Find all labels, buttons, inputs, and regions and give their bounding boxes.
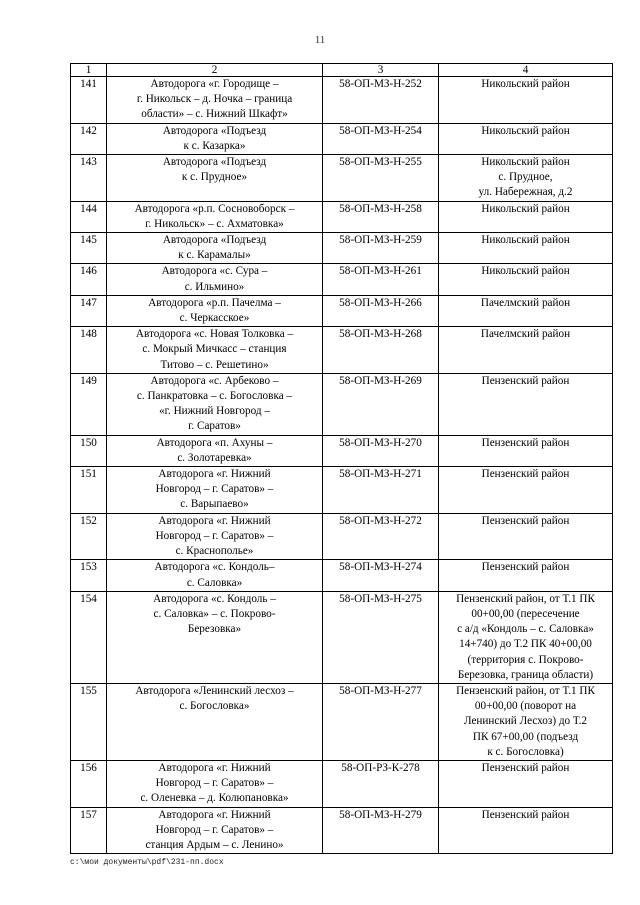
road-name-line: с. Краснополье»: [175, 545, 254, 558]
district-line: к с. Богословка): [487, 745, 564, 758]
road-name: [107, 760, 323, 807]
road-name-line: с. Саловка» – с. Покрово-: [153, 607, 276, 620]
district-line: Никольский район: [481, 156, 570, 169]
road-code: 58-ОП-МЗ-Н-274: [323, 560, 439, 591]
row-number: 152: [71, 513, 107, 560]
table-body: [71, 77, 613, 854]
district-line: Никольский район: [481, 202, 570, 215]
road-name-line: к с. Карамалы»: [178, 249, 251, 262]
row-number: 151: [71, 467, 107, 514]
road-name-line: Автодорога «п. Ахуны –: [156, 436, 273, 449]
row-number: 147: [71, 295, 107, 326]
district-line: Пачелмский район: [480, 328, 571, 341]
district-line: с а/д «Кондоль – с. Саловка»: [457, 623, 594, 636]
road-name: [107, 155, 323, 202]
table-row: [71, 435, 613, 466]
row-number: 153: [71, 560, 107, 591]
table-row: [71, 513, 613, 560]
district-line: с. Прудное,: [498, 171, 553, 184]
road-name: [107, 591, 323, 683]
road-name-line: Березовка»: [187, 623, 242, 636]
road-name: [107, 233, 323, 264]
district: [439, 295, 613, 326]
district-line: Пензенский район: [481, 374, 570, 387]
row-number: 143: [71, 155, 107, 202]
district: [439, 201, 613, 232]
road-name-line: Автодорога «р.п. Пачелма –: [148, 296, 281, 309]
table-row: [71, 123, 613, 154]
road-name-line: к с. Прудное»: [181, 171, 248, 184]
road-code: 58-ОП-МЗ-Н-254: [323, 123, 439, 154]
road-name-line: с. Ильмино»: [184, 280, 245, 293]
table-row: [71, 683, 613, 760]
district-line: Ленинский Лесхоз) до Т.2: [463, 715, 588, 728]
road-name-line: г. Никольск – д. Ночка – граница: [136, 93, 293, 106]
district-line: 14+740) до Т.2 ПК 40+00,00: [459, 638, 592, 651]
district-line: (территория с. Покрово-: [467, 653, 584, 666]
road-name-line: Автодорога «р.п. Сосновоборск –: [134, 202, 295, 215]
table-row: [71, 467, 613, 514]
table-row: [71, 760, 613, 807]
district-line: Пензенский район: [481, 436, 570, 449]
road-name-line: к с. Казарка»: [183, 139, 246, 152]
road-name-line: с. Оленевка – д. Колюпановка»: [140, 792, 289, 805]
district: [439, 560, 613, 591]
road-code: 58-ОП-МЗ-Н-266: [323, 295, 439, 326]
road-code: 58-ОП-МЗ-Н-261: [323, 264, 439, 295]
district: [439, 467, 613, 514]
table-row: [71, 77, 613, 124]
road-name: [107, 77, 323, 124]
road-name-line: Автодорога «г. Нижний: [158, 468, 271, 481]
header-row: [71, 64, 613, 77]
road-name-line: Автодорога «Подъезд: [162, 156, 267, 169]
road-name-line: «г. Нижний Новгород –: [159, 405, 270, 418]
road-name: [107, 264, 323, 295]
road-name: [107, 807, 323, 854]
road-name-line: Автодорога «г. Нижний: [158, 514, 271, 527]
district-line: Пензенский район: [481, 561, 570, 574]
road-code: 58-ОП-МЗ-Н-269: [323, 373, 439, 435]
road-name-line: с. Мокрый Мичкасс – станция: [142, 343, 287, 356]
road-name: [107, 683, 323, 760]
road-name: [107, 123, 323, 154]
page-number: 11: [314, 34, 326, 46]
header-col-district: 4: [439, 64, 613, 77]
road-name-line: Новгород – г. Саратов» –: [155, 777, 274, 790]
road-name-line: г. Никольск» – с. Ахматовка»: [145, 217, 284, 230]
road-name-line: Новгород – г. Саратов» –: [155, 483, 274, 496]
road-code: 58-ОП-МЗ-Н-275: [323, 591, 439, 683]
road-name: [107, 435, 323, 466]
row-number: 154: [71, 591, 107, 683]
district-line: Березовка, граница области): [457, 668, 594, 681]
road-name-line: Автодорога «с. Кондоль –: [153, 592, 276, 605]
row-number: 156: [71, 760, 107, 807]
district: [439, 683, 613, 760]
road-code: 58-ОП-МЗ-Н-270: [323, 435, 439, 466]
road-name-line: с. Богословка»: [179, 700, 250, 713]
road-name-line: Автодорога «г. Городище –: [150, 78, 279, 90]
road-name-line: Автодорога «г. Нижний: [158, 808, 271, 821]
row-number: 144: [71, 201, 107, 232]
district: [439, 373, 613, 435]
road-name-line: Новгород – г. Саратов» –: [155, 529, 274, 542]
district: [439, 513, 613, 560]
table-row: [71, 201, 613, 232]
road-name-line: с. Варыпаево»: [180, 498, 249, 511]
road-code: 58-ОП-МЗ-Н-258: [323, 201, 439, 232]
table-row: [71, 295, 613, 326]
row-number: 150: [71, 435, 107, 466]
road-code: 58-ОП-МЗ-Н-271: [323, 467, 439, 514]
road-name-line: Автодорога «с. Новая Толковка –: [135, 328, 294, 341]
table-row: [71, 807, 613, 854]
roads-table: [70, 63, 613, 854]
header-col-name: 2: [107, 64, 323, 77]
footer-file-path: c:\мои документы\pdf\231-пп.docx: [70, 858, 224, 867]
district-line: Никольский район: [481, 78, 570, 90]
road-name-line: Автодорога «Подъезд: [162, 234, 267, 247]
table-row: [71, 560, 613, 591]
table-row: [71, 233, 613, 264]
road-name-line: с. Саловка»: [186, 576, 243, 589]
district: [439, 435, 613, 466]
road-name-line: Автодорога «г. Нижний: [158, 761, 271, 774]
road-code: 58-ОП-МЗ-Н-268: [323, 327, 439, 374]
road-code: 58-ОП-МЗ-Н-252: [323, 77, 439, 124]
road-name-line: станция Ардым – с. Ленино»: [145, 838, 284, 851]
road-code: 58-ОП-МЗ-Н-279: [323, 807, 439, 854]
district-line: Пензенский район: [481, 514, 570, 527]
district-line: Никольский район: [481, 124, 570, 137]
road-name-line: Титово – с. Решетино»: [160, 358, 269, 371]
district-line: 00+00,00 (поворот на: [474, 700, 577, 713]
district: [439, 233, 613, 264]
district: [439, 760, 613, 807]
road-name: [107, 295, 323, 326]
row-number: 141: [71, 77, 107, 124]
district-line: Пензенский район, от Т.1 ПК: [456, 592, 595, 605]
table-header: [71, 64, 613, 77]
row-number: 146: [71, 264, 107, 295]
row-number: 157: [71, 807, 107, 854]
district-line: Пензенский район: [481, 761, 570, 774]
district-line: Пачелмский район: [480, 296, 571, 309]
road-name-line: Новгород – г. Саратов» –: [155, 823, 274, 836]
district-line: Никольский район: [481, 265, 570, 278]
row-number: 145: [71, 233, 107, 264]
road-name-line: Автодорога «с. Арбеково –: [150, 374, 279, 387]
row-number: 155: [71, 683, 107, 760]
table-row: [71, 264, 613, 295]
road-name-line: г. Саратов»: [188, 420, 241, 433]
row-number: 148: [71, 327, 107, 374]
road-code: 58-ОП-МЗ-Н-259: [323, 233, 439, 264]
district-line: Никольский район: [481, 234, 570, 247]
header-col-number: 1: [71, 64, 107, 77]
road-code: 58-ОП-РЗ-К-278: [323, 760, 439, 807]
road-name: [107, 201, 323, 232]
table-row: [71, 155, 613, 202]
road-code: 58-ОП-МЗ-Н-272: [323, 513, 439, 560]
road-name-line: Автодорога «Ленинский лесхоз –: [135, 684, 294, 697]
district: [439, 123, 613, 154]
road-name-line: Автодорога «Подъезд: [162, 124, 267, 137]
road-name: [107, 373, 323, 435]
road-name-line: с. Черкасское»: [179, 312, 250, 325]
road-name-line: области» – с. Нижний Шкафт»: [141, 108, 288, 121]
road-name: [107, 327, 323, 374]
road-code: 58-ОП-МЗ-Н-277: [323, 683, 439, 760]
district-line: Пензенский район: [481, 808, 570, 821]
road-name: [107, 560, 323, 591]
district-line: Пензенский район: [481, 468, 570, 481]
row-number: 142: [71, 123, 107, 154]
district: [439, 155, 613, 202]
road-code: 58-ОП-МЗ-Н-255: [323, 155, 439, 202]
district-line: ПК 67+00,00 (подъезд: [472, 730, 579, 743]
district-line: Пензенский район, от Т.1 ПК: [456, 684, 595, 697]
row-number: 149: [71, 373, 107, 435]
district: [439, 327, 613, 374]
road-name-line: с. Панкратовка – с. Богословка –: [136, 390, 293, 403]
road-name-line: с. Золотаревка»: [177, 451, 252, 464]
road-name-line: Автодорога «с. Кондоль–: [154, 561, 275, 574]
table-row: [71, 373, 613, 435]
district-line: ул. Набережная, д.2: [478, 186, 573, 199]
road-name: [107, 513, 323, 560]
district: [439, 591, 613, 683]
district: [439, 807, 613, 854]
table-row: [71, 591, 613, 683]
road-name-line: Автодорога «с. Сура –: [161, 265, 268, 278]
road-name: [107, 467, 323, 514]
district: [439, 77, 613, 124]
table-row: [71, 327, 613, 374]
district: [439, 264, 613, 295]
district-line: 00+00,00 (пересечение: [471, 607, 580, 620]
header-col-code: 3: [323, 64, 439, 77]
